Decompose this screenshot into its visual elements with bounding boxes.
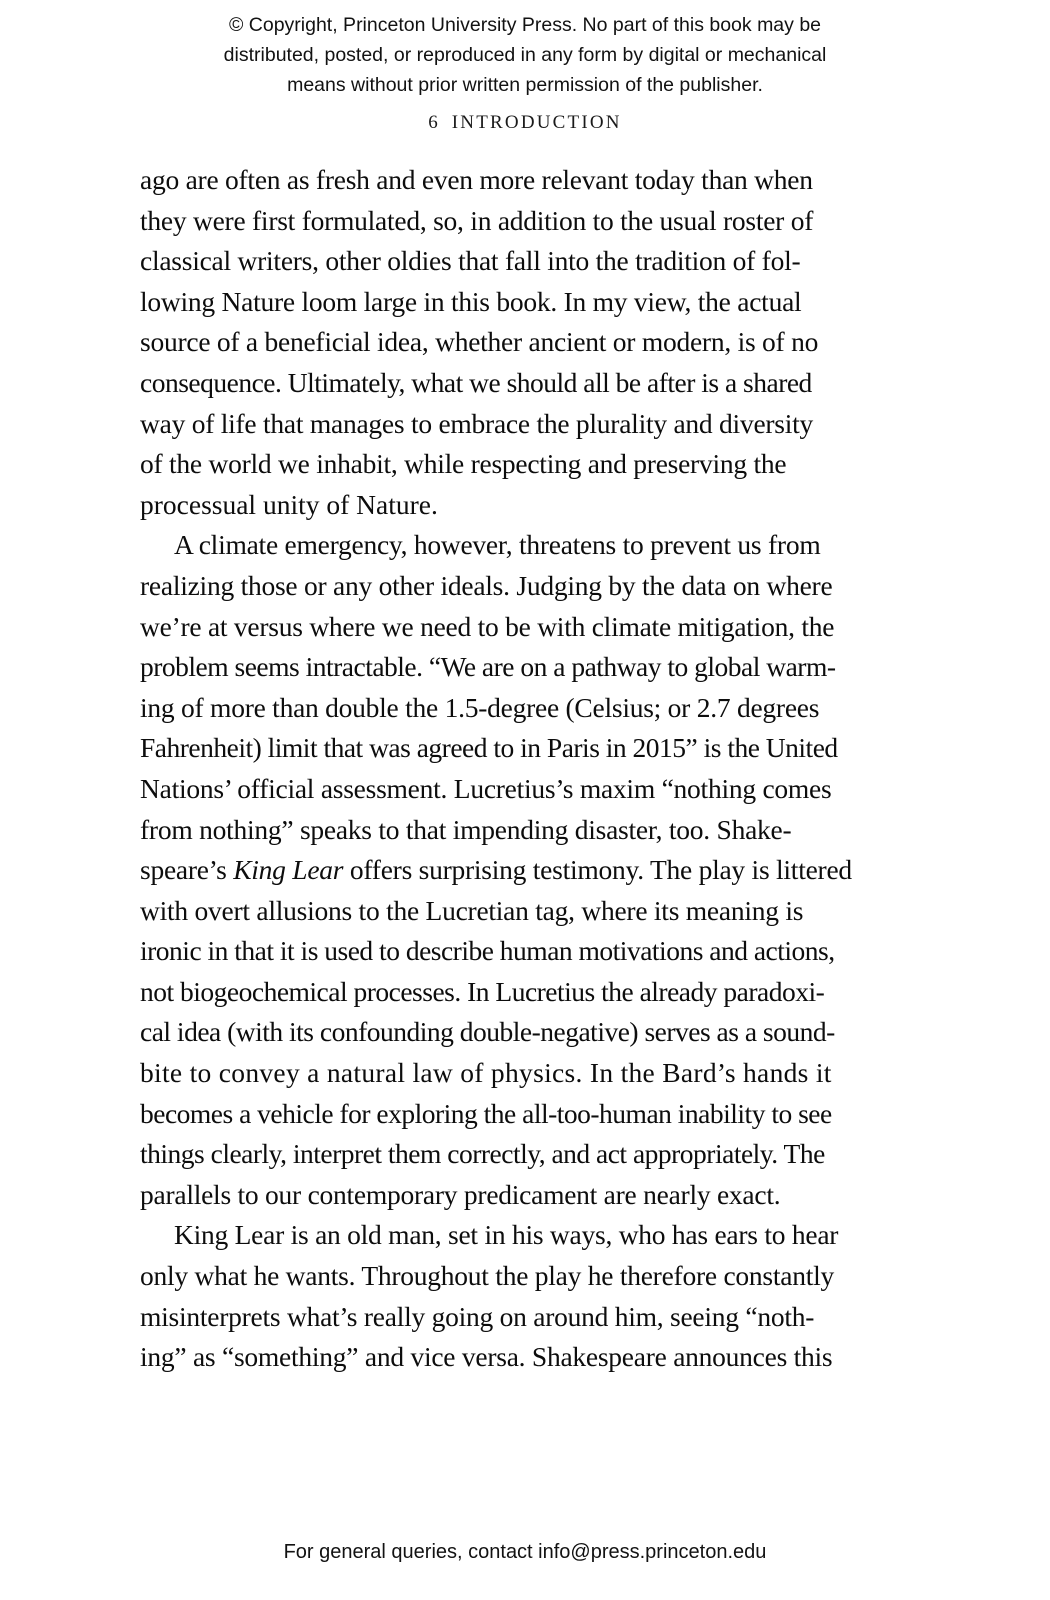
text-line: ago are often as fresh and even more relevant today than when <box>140 164 813 195</box>
page-body-text <box>140 160 905 1378</box>
text-line: problem seems intractable. “We are on a pathway to global warm- <box>140 651 836 683</box>
paragraph-2 <box>140 525 905 1215</box>
copyright-line-3: means without prior written permission of the publisher. <box>287 74 763 96</box>
text-line: we’re at versus where we need to be with climate mitigation, the <box>140 610 835 642</box>
text-line: ing of more than double the 1.5-degree (Celsius; or 2.7 degrees <box>140 691 820 723</box>
text-line: lowing Nature loom large in this book. In my view, the actual <box>140 285 802 317</box>
running-head <box>0 112 1050 134</box>
copyright-line-2: distributed, posted, or reproduced in any form by digital or mechanical <box>223 44 827 66</box>
text-line: bite to convey a natural law of physics. In the Bard’s hands it <box>140 1057 832 1089</box>
text-line: from nothing” speaks to that impending disaster, too. Shake- <box>140 813 792 845</box>
text-line: way of life that manages to embrace the plurality and diversity <box>140 407 814 439</box>
text-line: Nations’ official assessment. Lucretius’s maxim “nothing comes <box>140 772 832 804</box>
italic-title: King Lear <box>233 854 344 886</box>
text-line: King Lear is an old man, set in his ways, who has ears to hear <box>174 1219 839 1251</box>
text-line-with-italic-title: speare’s King Lear offers surprising testimony. The play is littered <box>140 854 852 886</box>
copyright-line-1: © Copyright, Princeton University Press. No part of this book may be <box>228 14 822 36</box>
text-line: classical writers, other oldies that fall into the tradition of fol- <box>140 245 801 277</box>
text-line: of the world we inhabit, while respecting and preserving the <box>140 448 787 480</box>
text-line: processual unity of Nature. <box>140 488 438 520</box>
text-line: realizing those or any other ideals. Judging by the data on where <box>140 569 833 601</box>
text-line: misinterprets what’s really going on around him, seeing “noth- <box>140 1300 815 1332</box>
text-line: consequence. Ultimately, what we should all be after is a shared <box>140 366 812 398</box>
text-line: with overt allusions to the Lucretian tag, where its meaning is <box>140 894 804 926</box>
text-line: becomes a vehicle for exploring the all-too-human inability to see <box>140 1097 832 1129</box>
text-line: not biogeochemical processes. In Lucretius the already paradoxi- <box>140 975 825 1007</box>
text-line: cal idea (with its confounding double-negative) serves as a sound- <box>140 1016 835 1048</box>
paragraph-1 <box>140 160 905 525</box>
copyright-notice <box>0 10 1050 100</box>
text-line: things clearly, interpret them correctly, and act appropriately. The <box>140 1138 825 1170</box>
text-line: ironic in that it is used to describe human motivations and actions, <box>140 935 835 967</box>
text-line: source of a beneficial idea, whether ancient or modern, is of no <box>140 326 819 358</box>
paragraph-3 <box>140 1215 905 1377</box>
text-line: ing” as “something” and vice versa. Shakespeare announces this <box>140 1341 833 1373</box>
footer-contact: For general queries, contact info@press.princeton.edu <box>283 1541 767 1563</box>
text-line: they were first formulated, so, in addition to the usual roster of <box>140 204 814 236</box>
running-head-title: INTRODUCTION <box>451 112 622 133</box>
text-line: Fahrenheit) limit that was agreed to in Paris in 2015” is the United <box>140 732 838 764</box>
text-line: A climate emergency, however, threatens to prevent us from <box>174 529 821 561</box>
page-number: 6 <box>428 112 438 133</box>
text-line: parallels to our contemporary predicament are nearly exact. <box>140 1178 781 1210</box>
text-line: only what he wants. Throughout the play he therefore constantly <box>140 1260 834 1292</box>
